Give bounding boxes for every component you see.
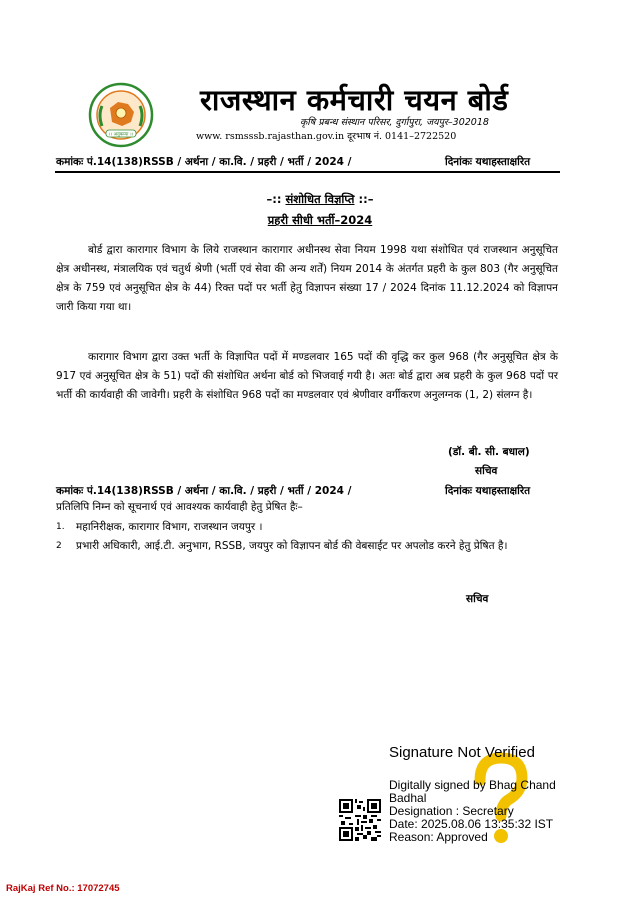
logo-motto: ।। अनुकम्पा ।।	[108, 132, 134, 138]
signature-status: Signature Not Verified	[389, 744, 535, 761]
signatory-name: (डॉ. बी. सी. बधाल)	[448, 446, 530, 458]
copy-reference-date: दिनांकः यथाहस्ताक्षरित	[445, 485, 531, 497]
body-paragraph-2: कारागार विभाग द्वारा उक्त भर्ती के विज्ञापित पदों में मण्डलवार 165 पदों की वृद्धि कर कुल 968 (गैर अनुसूचित क्षेत्र के 917 एवं अनुसूचित क्षेत्र के 51) पदों की संशोधित अर्थना बोर्ड को भिजवाई गयी है। अतः बोर्ड द्वारा अब प्रहरी के कुल 968 पदों पर भर्ती की कार्यवाही की जावेगी। प्रहरी के संशोधित 968 पदों का मण्डलवार एवं श्रेणीवार वर्गीकरण अनुलग्नक (1, 2) संलग्न है।	[56, 351, 558, 401]
signature-designation: Designation : Secretary	[389, 804, 514, 818]
rajkaj-reference: RajKaj Ref No.: 17072745	[6, 883, 120, 894]
copy-list-item	[56, 537, 558, 556]
body-paragraph-1: बोर्ड द्वारा कारागार विभाग के लिये राजस्थान कारागार अधीनस्थ सेवा नियम 1998 यथा संशोधित एवं राजस्थान अनुसूचित क्षेत्र अधीनस्थ, मंत्रालयिक एवं चतुर्थ श्रेणी (भर्ती एवं सेवा की अन्य शर्तें) नियम 2014 के अंतर्गत प्रहरी के कुल 803 (गैर अनुसूचित क्षेत्र के 759 एवं अनुसूचित क्षेत्र के 44) रिक्त पदों पर भर्ती हेतु विज्ञापन संख्या 17 / 2024 दिनांक 11.12.2024 को विज्ञापन जारी किया गया था।	[56, 244, 558, 313]
signature-reason: Reason: Approved	[389, 830, 488, 844]
board-website-phone: www. rsmsssb.rajasthan.gov.in दूरभाष नं. 0141–2722520	[196, 131, 457, 142]
header-divider	[55, 171, 560, 173]
copy-signatory-designation: सचिव	[466, 593, 489, 605]
copy-list-item	[56, 518, 558, 537]
board-address: कृषि प्रबन्ध संस्थान परिसर, दुर्गापुरा, जयपुर–302018	[300, 117, 489, 128]
qr-code-icon	[339, 799, 381, 841]
copy-reference-number: कमांकः पं.14(138)RSSB / अर्थना / का.वि. / प्रहरी / भर्ती / 2024 /	[56, 485, 352, 497]
list-item-number: 2	[56, 541, 62, 551]
board-title: राजस्थान कर्मचारी चयन बोर्ड	[200, 83, 509, 117]
reference-number: कमांकः पं.14(138)RSSB / अर्थना / का.वि. / प्रहरी / भर्ती / 2024 /	[56, 156, 352, 168]
signed-by-line-2: Badhal	[389, 791, 427, 805]
list-item-text: महानिरीक्षक, कारागार विभाग, राजस्थान जयपुर ।	[76, 521, 263, 533]
notice-title: –:: संशोधित विज्ञप्ति ::–	[266, 192, 374, 206]
signature-date: Date: 2025.08.06 13:35:32 IST	[389, 817, 554, 831]
rssb-logo	[88, 82, 154, 148]
copy-intro: प्रतिलिपि निम्न को सूचनार्थ एवं आवश्यक कार्यवाही हेतु प्रेषित हैः–	[56, 501, 303, 513]
signatory-designation: सचिव	[475, 465, 498, 477]
list-item-number: 1.	[56, 522, 65, 532]
reference-date: दिनांकः यथाहस्ताक्षरित	[445, 156, 531, 168]
list-item-text: प्रभारी अधिकारी, आई.टी. अनुभाग, RSSB, जयपुर को विज्ञापन बोर्ड की वेबसाईट पर अपलोड करने हेतु प्रेषित है।	[76, 540, 508, 552]
notice-subject: प्रहरी सीधी भर्ती–2024	[267, 213, 373, 227]
signed-by-line-1: Digitally signed by Bhag Chand	[389, 778, 556, 792]
